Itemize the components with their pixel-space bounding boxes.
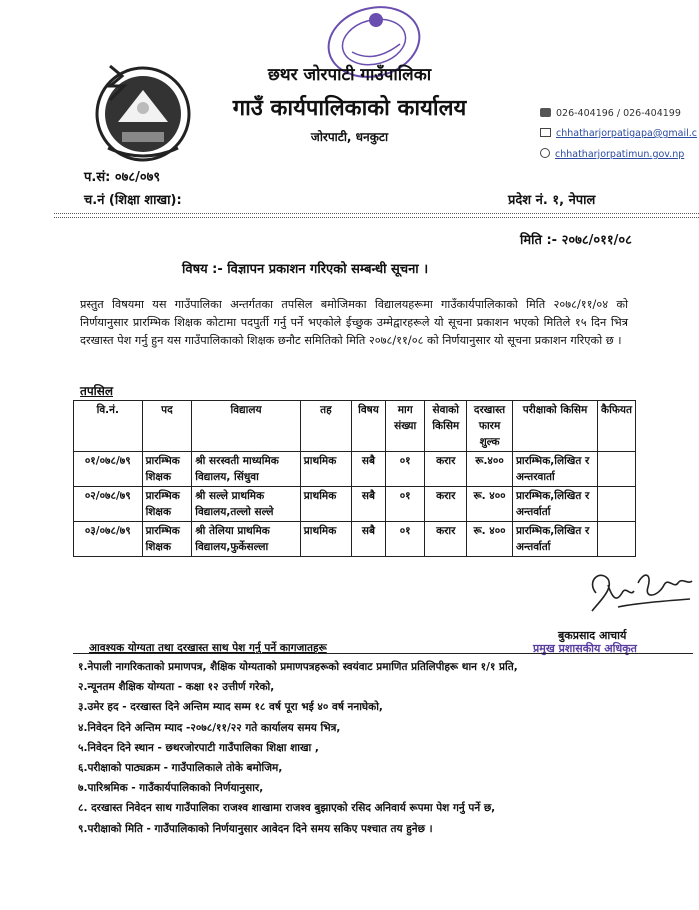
table-cell: प्रारम्भिक,लिखित र अन्तर्वार्ता [512, 522, 597, 557]
list-item: ७.पारिश्रमिक - गाउँकार्यपालिकाको निर्णयानुसार, [78, 782, 264, 795]
table-cell: ०२/०७८/७९ [74, 487, 143, 522]
table-cell: ०१ [385, 487, 424, 522]
table-header: सेवाको किसिम [425, 401, 467, 452]
office-address: जोरपाटी, धनकुटा [310, 130, 389, 144]
table-cell [598, 522, 636, 557]
table-header: विषय [351, 401, 385, 452]
header-divider [54, 217, 699, 218]
municipality-name: छथर जोरपाटी गाउँपालिका [267, 65, 432, 85]
requirements-heading: आवश्यक योग्यता तथा दरखास्त साथ पेश गर्नु पर्ने कागजातहरू [89, 642, 327, 654]
table-cell: श्री तेलिया प्राथमिक विद्यालय,फुर्केसल्ला [192, 522, 301, 557]
list-item: २.न्यूनतम शैक्षिक योग्यता - कक्षा १२ उत्तीर्ण गरेको, [78, 681, 275, 694]
table-cell: सबै [351, 487, 385, 522]
table-header: दरखास्त फारम शुल्क [467, 401, 513, 452]
table-header-row [74, 401, 636, 452]
table-cell: प्रारम्भिक,लिखित र अन्तरवार्ता [512, 452, 597, 487]
table-cell: रू. ४०० [467, 522, 513, 557]
signatory-title: प्रमुख प्रशासकीय अधिकृत [533, 642, 637, 655]
table-header: विद्यालय [192, 401, 301, 452]
table-row [74, 487, 636, 522]
notice-date: मिति :- २०७८/०११/०८ [520, 233, 632, 248]
table-cell: प्रारम्भिक,लिखित र अन्तर्वार्ता [512, 487, 597, 522]
list-item: ९.परीक्षाको मिति - गाउँपालिकाको निर्णयानुसार आवेदन दिने समय सकिए पश्चात तय हुनेछ । [78, 822, 433, 835]
list-item: ३.उमेर हद - दरखास्त दिने अन्तिम म्याद सम्म १८ वर्ष पूरा भई ४० वर्ष ननाघेको, [78, 701, 383, 714]
table-header: कैफियत [598, 401, 636, 452]
contact-phone: 026-404196 / 026-404199 [540, 108, 681, 119]
list-item: ६.परीक्षाको पाठ्यक्रम - गाउँपालिकाले तोके बमोजिम, [78, 762, 283, 775]
table-cell [598, 487, 636, 522]
table-row [74, 452, 636, 487]
handwritten-signature [578, 563, 696, 621]
table-cell: ०१ [385, 522, 424, 557]
table-cell: करार [425, 487, 467, 522]
contact-website[interactable]: chhatharjorpatimun.gov.np [540, 148, 684, 160]
table-cell: सबै [351, 452, 385, 487]
table-cell: ०१ [385, 452, 424, 487]
requirements-list [78, 657, 688, 839]
requirements-divider [73, 653, 693, 654]
province-label: प्रदेश नं. १, नेपाल [508, 193, 596, 208]
table-cell: प्राथमिक [300, 487, 351, 522]
table-cell: रू.४०० [467, 452, 513, 487]
table-header: परीक्षाको किसिम [512, 401, 597, 452]
table-cell: प्राथमिक [300, 452, 351, 487]
table-cell: प्राथमिक [300, 522, 351, 557]
table-header: पद [142, 401, 192, 452]
table-cell: प्रारम्भिक शिक्षक [142, 487, 192, 522]
chalani-number: च.नं (शिक्षा शाखा): [84, 193, 182, 208]
table-cell [598, 452, 636, 487]
signatory-name: बुकप्रसाद आचार्य [558, 629, 627, 642]
table-cell: ०३/०७८/७९ [74, 522, 143, 557]
notice-subject: विषय :- विज्ञापन प्रकाशन गरिएको सम्बन्धी सूचना । [182, 262, 429, 277]
table-header: माग संख्या [385, 401, 424, 452]
list-item: १.नेपाली नागरिकताको प्रमाणपत्र, शैक्षिक योग्यताको प्रमाणपत्रहरूको स्वयंवाट प्रमाणित प्रतिलिपीहरू थान १/१ प्रति, [78, 661, 518, 673]
email-icon [540, 128, 551, 137]
tapasil-label: तपसिल [80, 384, 114, 398]
contact-email[interactable]: chhatharjorpatigapa@gmail.c [540, 128, 697, 139]
table-cell: श्री सल्ले प्राथमिक विद्यालय,तल्लो सल्ले [192, 487, 301, 522]
table-header: वि.नं. [74, 401, 143, 452]
table-cell: सबै [351, 522, 385, 557]
table-cell: रू. ४०० [467, 487, 513, 522]
office-name: गाउँ कार्यपालिकाको कार्यालय [232, 96, 467, 121]
table-cell: श्री सरस्वती माध्यमिक विद्यालय, सिंधुवा [192, 452, 301, 487]
table-cell: प्रारम्भिक शिक्षक [142, 522, 192, 557]
phone-icon [540, 108, 551, 117]
table-cell: करार [425, 522, 467, 557]
patra-sankhya: प.सं: ०७८/०७९ [84, 170, 161, 185]
table-cell: प्रारम्भिक शिक्षक [142, 452, 192, 487]
list-item: ८. दरखास्त निवेदन साथ गाउँपालिका राजश्व शाखामा राजश्व बुझाएको रसिद अनिवार्य रूपमा पेश गर्नु पर्ने छ, [78, 802, 496, 815]
header-divider [54, 213, 699, 214]
table-row [74, 522, 636, 557]
table-cell: ०१/०७८/७९ [74, 452, 143, 487]
table-cell: करार [425, 452, 467, 487]
list-item: ५.निवेदन दिने स्थान - छथरजोरपाटी गाउँपालिका शिक्षा शाखा , [78, 741, 319, 754]
globe-icon [540, 148, 550, 158]
vacancy-table [73, 400, 636, 557]
notice-body: प्रस्तुत विषयमा यस गाउँपालिका अन्तर्गतका तपसिल बमोजिमका विद्यालयहरूमा गाउँकार्यपालिकाको मिति २०७८/११/०४ को निर्णयानुसार प्रारम्भिक शिक्षक कोटामा पदपुर्ती गर्नु पर्ने भएकोले ईच्छुक उम्मेद्वारहरूले यो सूचना प्रकाशन भएको मितिले १५ दिन भित्र दरखास्त पेश गर्नु हुन यस गाउँपालिकाको शिक्षक छनौट समितिको मिति २०७८/११/०८ को निर्णयानुसार यो सूचना प्रकाशन गरिएको छ । [80, 298, 628, 347]
list-item: ४.निवेदन दिने अन्तिम म्याद -२०७८/११/२२ गते कार्यालय समय भित्र, [78, 721, 341, 734]
table-header: तह [300, 401, 351, 452]
